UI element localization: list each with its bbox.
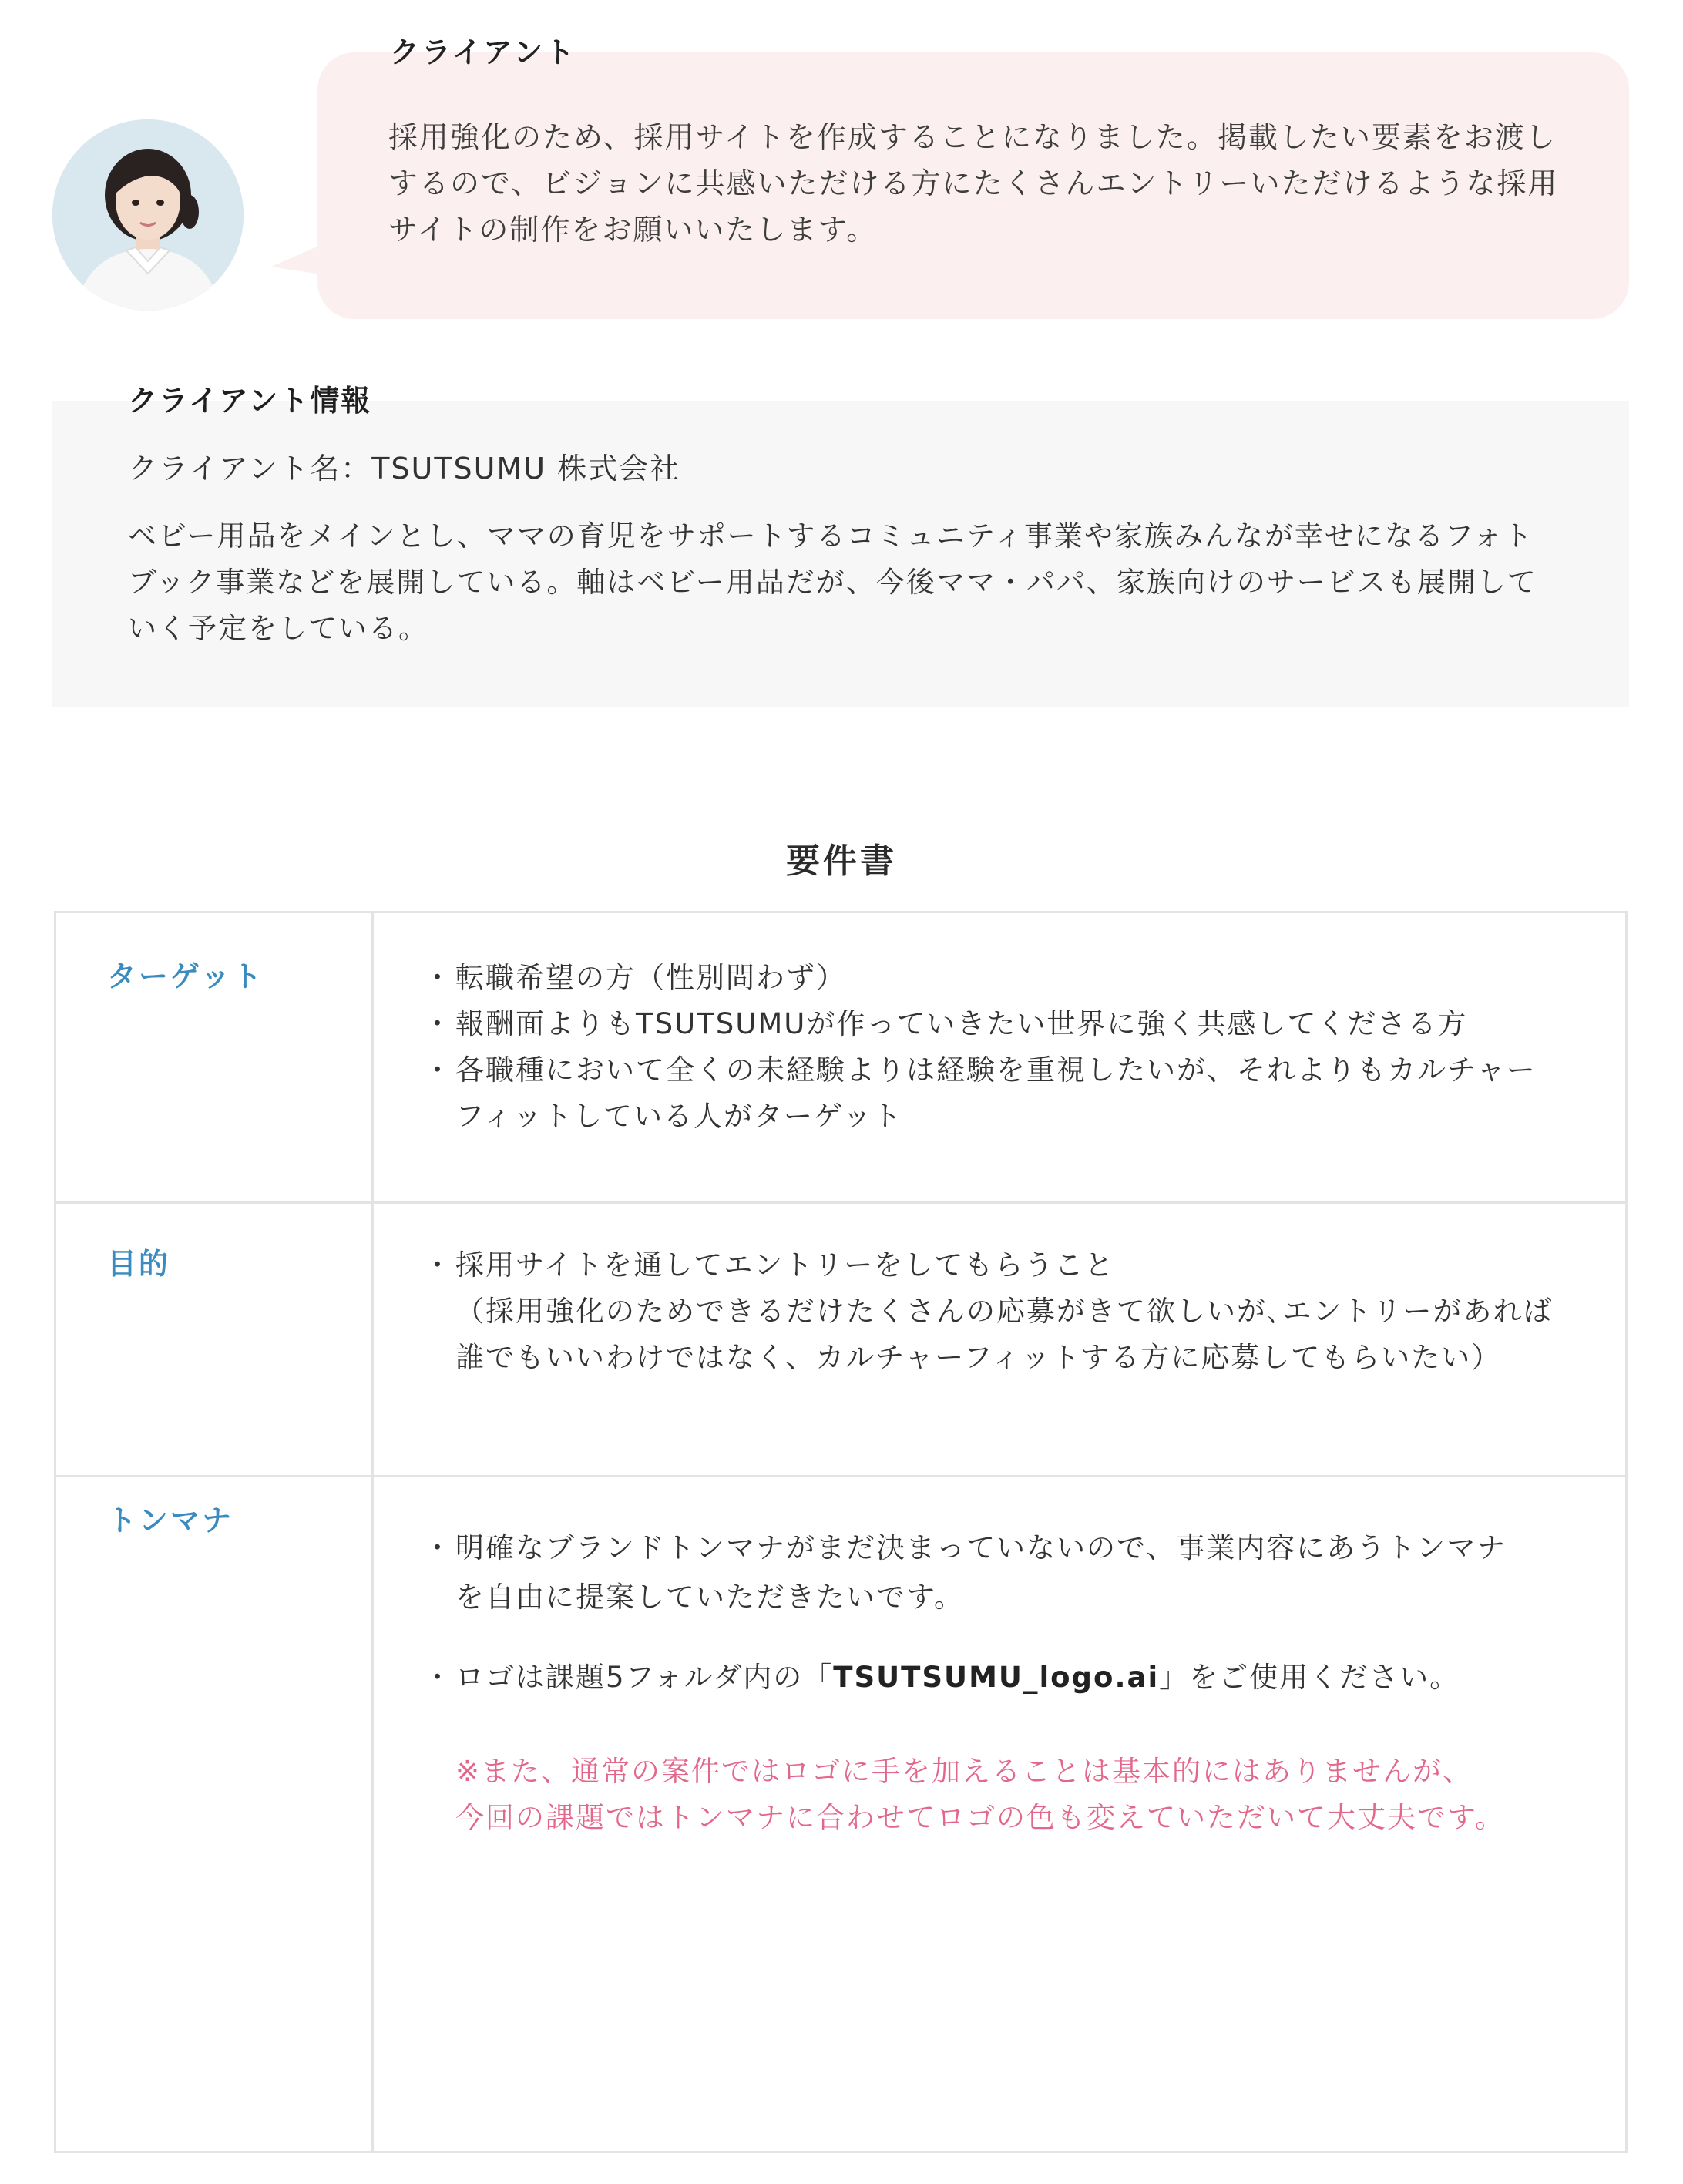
spacer — [423, 1702, 1610, 1749]
list-item — [423, 1653, 1610, 1702]
tone-label: トンマナ — [107, 1504, 234, 1537]
logo-instruction-after: 」をご使用ください。 — [1159, 1661, 1460, 1694]
tone-content — [423, 1524, 1610, 1841]
purpose-content — [423, 1242, 1610, 1381]
speaker-label: クライアント — [390, 35, 577, 69]
bullet-mark: ・ — [423, 1531, 453, 1564]
target-label: ターゲット — [107, 959, 264, 993]
client-portrait-icon — [52, 119, 244, 311]
client-info-title: クライアント情報 — [128, 384, 372, 418]
speech-bubble-tail — [271, 245, 321, 274]
target-item-text: 転職希望の方（性別問わず） — [455, 961, 846, 994]
client-description-line: ベビー用品をメインとし、ママの育児をサポートするコミュニティ事業や家族みんなが幸せになるフォト — [128, 519, 1534, 553]
client-description-line: いく予定をしている。 — [128, 612, 428, 645]
client-avatar — [52, 119, 244, 311]
client-description-line: ブック事業などを展開している。軸はベビー用品だが、今後ママ・パパ、家族向けのサービスも展開して — [128, 566, 1537, 599]
client-description — [128, 513, 1577, 652]
requirements-row-target — [56, 913, 1625, 1204]
requirements-heading: 要件書 — [786, 842, 897, 881]
client-message — [388, 114, 1606, 253]
purpose-note-line: （採用強化のためできるだけたくさんの応募がきて欲しいが､エントリーがあれば — [455, 1295, 1554, 1328]
list-item — [423, 1001, 1610, 1047]
bullet-mark: ・ — [423, 1661, 453, 1694]
purpose-note-line: 誰でもいいわけではなく、カルチャーフィットする方に応募してもらいたい） — [455, 1341, 1502, 1374]
target-item-text: 報酬面よりもTSUTSUMUが作っていきたい世界に強く共感してくださる方 — [455, 1007, 1468, 1040]
target-item-text: 各職種において全くの未経験よりは経験を重視したいが、それよりもカルチャー — [455, 1053, 1537, 1087]
column-divider — [371, 1204, 374, 1475]
bullet-mark: ・ — [423, 961, 453, 994]
client-message-line: 採用強化のため、採用サイトを作成することになりました。掲載したい要素をお渡し — [388, 120, 1557, 154]
requirements-row-tone — [56, 1477, 1625, 2151]
column-divider — [371, 913, 374, 1201]
logo-file-name: TSUTSUMU_logo.ai — [833, 1661, 1160, 1694]
list-item — [423, 1047, 1610, 1094]
warning-note-line: 今回の課題ではトンマナに合わせてロゴの色も変えていただいて大丈夫です。 — [455, 1801, 1506, 1834]
spacer — [423, 1622, 1610, 1653]
logo-instruction-before: ロゴは課題5フォルダ内の「 — [455, 1661, 834, 1694]
bullet-mark: ・ — [423, 1053, 453, 1087]
warning-note-line: ※また、通常の案件ではロゴに手を加えることは基本的にはありませんが、 — [455, 1755, 1473, 1788]
client-message-line: するので、ビジョンに共感いただける方にたくさんエントリーいただけるような採用 — [388, 166, 1559, 200]
tone-item-text: 明確なブランドトンマナがまだ決まっていないので、事業内容にあうトンマナ — [455, 1531, 1507, 1564]
purpose-label: 目的 — [107, 1247, 171, 1281]
requirements-row-purpose — [56, 1204, 1625, 1477]
requirements-table — [54, 911, 1628, 2153]
list-item — [423, 1242, 1610, 1289]
list-item — [423, 1524, 1610, 1573]
bullet-mark: ・ — [423, 1007, 453, 1040]
tone-item-continuation: を自由に提案していただきたいです。 — [455, 1581, 965, 1614]
column-divider — [371, 1477, 374, 2151]
target-item-continuation: フィットしている人がターゲット — [455, 1100, 903, 1133]
purpose-item-text: 採用サイトを通してエントリーをしてもらうこと — [455, 1248, 1115, 1282]
list-item — [423, 955, 1610, 1001]
client-message-line: サイトの制作をお願いいたします。 — [388, 213, 878, 247]
client-name: クライアント名：TSUTSUMU 株式会社 — [128, 452, 681, 486]
bullet-mark: ・ — [423, 1248, 453, 1282]
target-content — [423, 955, 1610, 1140]
